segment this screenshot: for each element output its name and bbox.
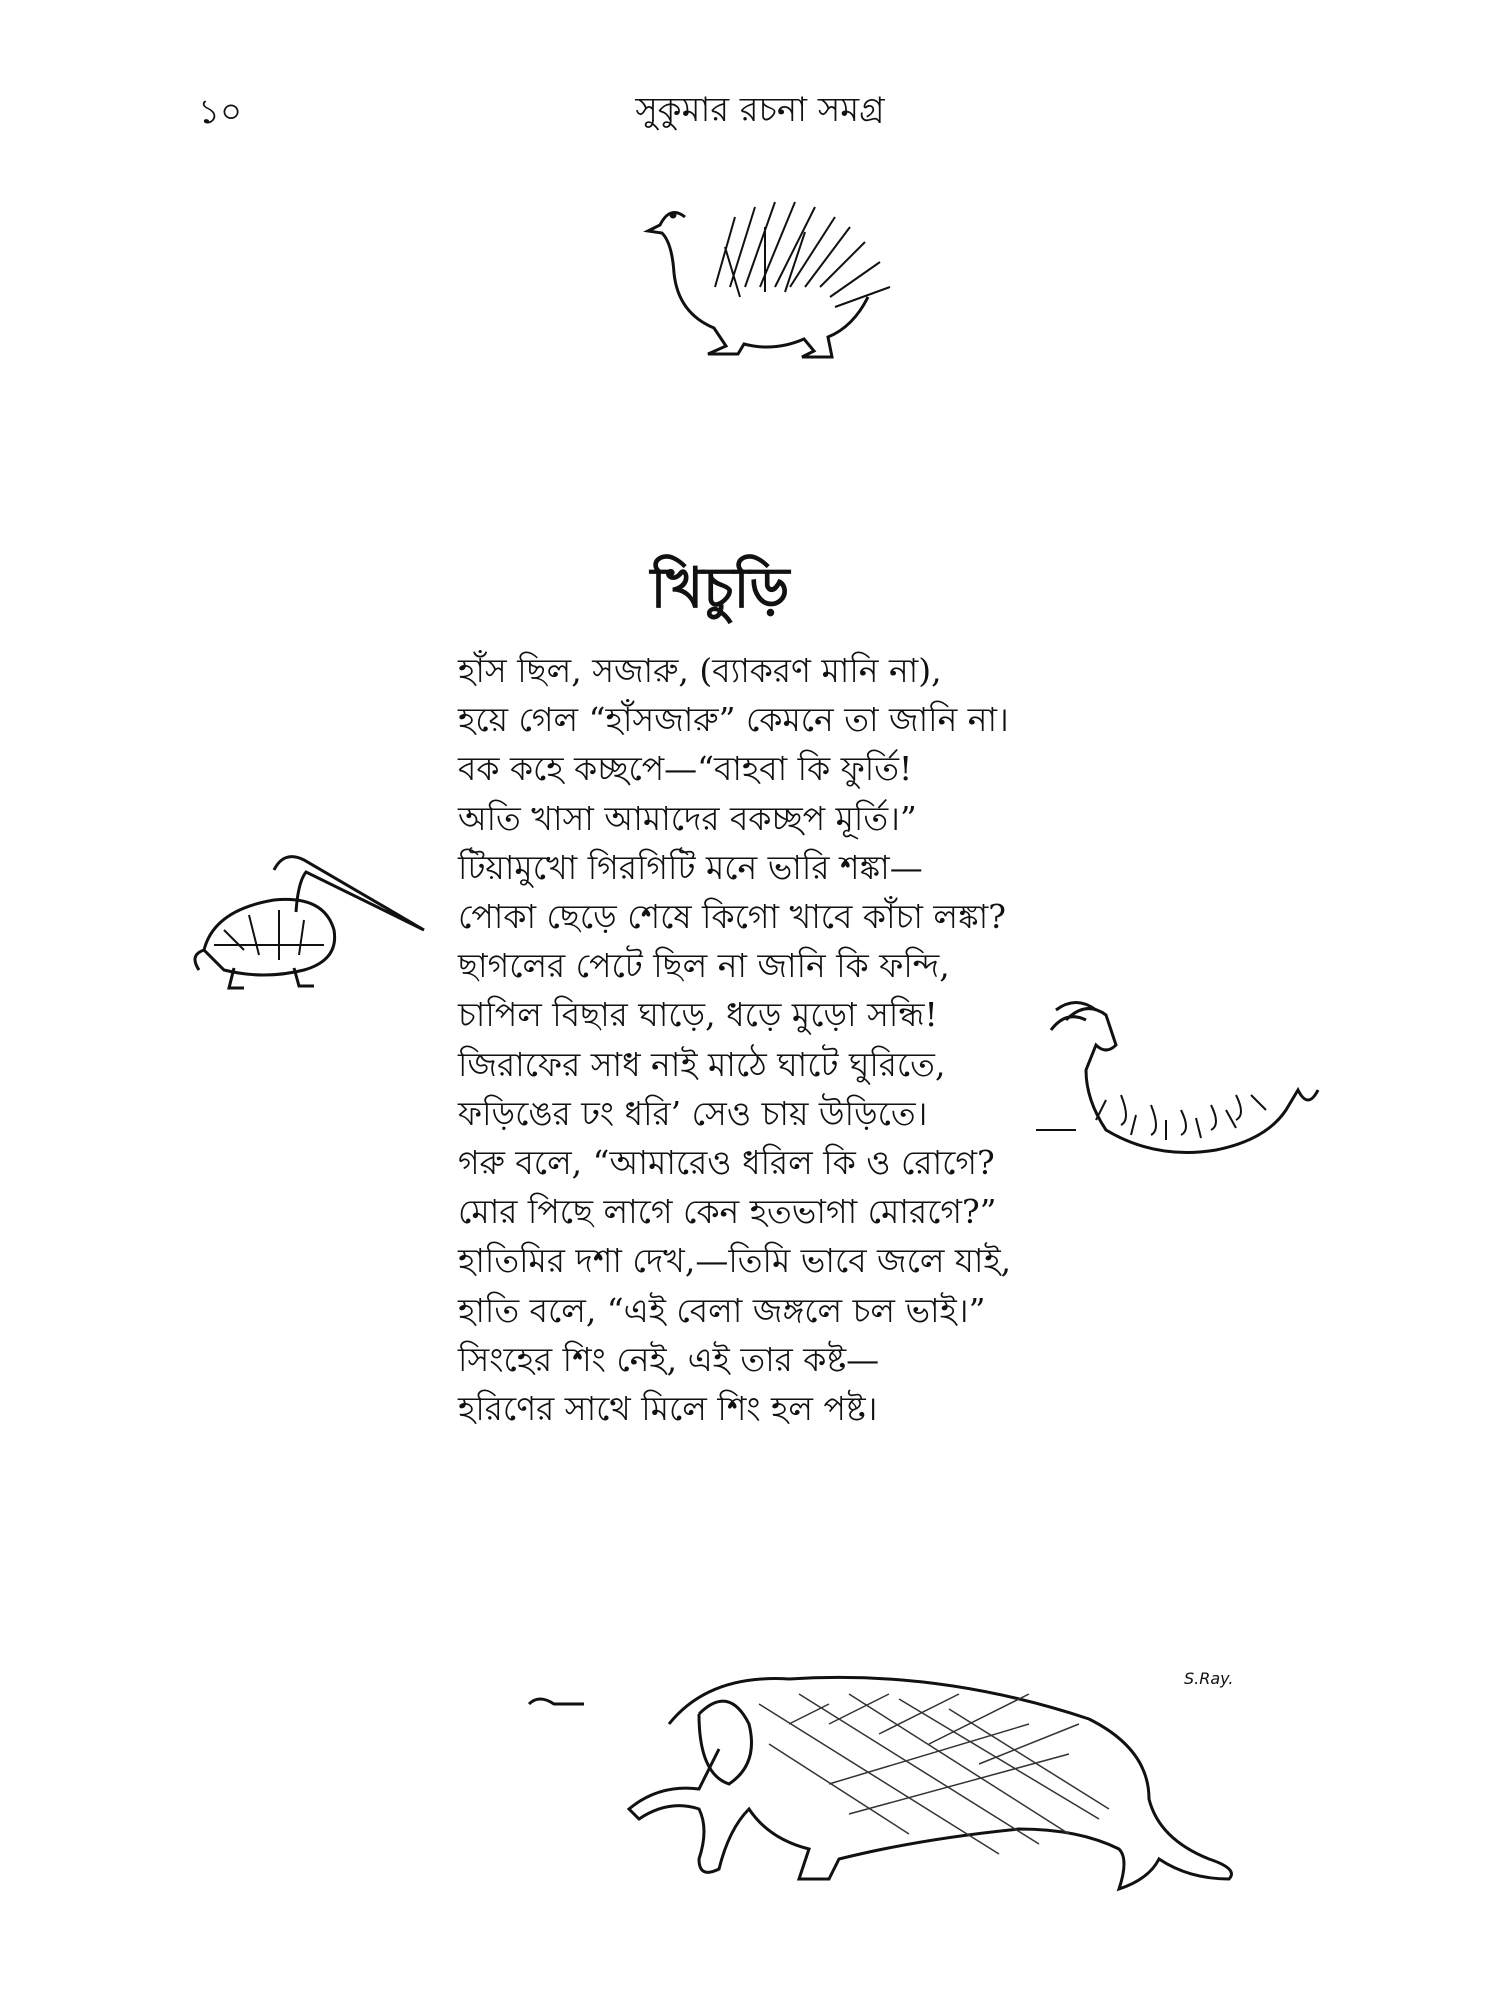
poem-line: পোকা ছেড়ে শেষে কিগো খাবে কাঁচা লঙ্কা? xyxy=(458,897,1006,937)
artist-signature: S.Ray. xyxy=(1184,1669,1234,1688)
poem-line: গরু বলে, “আমারেও ধরিল কি ও রোগে? xyxy=(458,1143,995,1183)
poem-line: ফড়িঙের ঢং ধরি’ সেও চায় উড়িতে। xyxy=(458,1093,928,1133)
poem-line: টিয়ামুখো গিরগিটি মনে ভারি শঙ্কা— xyxy=(458,847,923,887)
heron-turtle-illustration xyxy=(194,840,434,1010)
goat-centipede-illustration xyxy=(1026,1000,1321,1170)
poem-line: বক কহে কচ্ছপে—“বাহবা কি ফুর্তি! xyxy=(458,749,913,789)
page-number: ১০ xyxy=(198,92,243,132)
poem-line: মোর পিছে লাগে কেন হতভাগা মোরগে?” xyxy=(458,1192,997,1232)
poem-line: হরিণের সাথে মিলে শিং হল পষ্ট। xyxy=(458,1389,878,1429)
poem-body xyxy=(458,646,1011,1433)
poem-line: হাঁস ছিল, সজারু, (ব্যাকরণ মানি না), xyxy=(458,651,942,690)
poem-line: জিরাফের সাধ নাই মাঠে ঘাটে ঘুরিতে, xyxy=(458,1044,946,1084)
duck-porcupine-illustration xyxy=(645,187,905,362)
poem-line: চাপিল বিছার ঘাড়ে, ধড়ে মুড়ো সন্ধি! xyxy=(458,995,938,1035)
poem-line: হয়ে গেল “হাঁসজারু” কেমনে তা জানি না। xyxy=(458,700,1009,740)
poem-title: খিচুড়ি xyxy=(650,555,790,621)
poem-line: ছাগলের পেটে ছিল না জানি কি ফন্দি, xyxy=(458,946,950,986)
poem-line: হাতিমির দশা দেখ,—তিমি ভাবে জলে যাই, xyxy=(458,1241,1012,1281)
poem-line: অতি খাসা আমাদের বকচ্ছপ মূর্তি।” xyxy=(458,798,917,838)
running-title: সুকুমার রচনা সমগ্র xyxy=(635,90,885,130)
elephant-whale-illustration xyxy=(529,1664,1239,1894)
poem-line: হাতি বলে, “এই বেলা জঙ্গলে চল ভাই।” xyxy=(458,1290,986,1330)
poem-line: সিংহের শিং নেই, এই তার কষ্ট— xyxy=(458,1339,880,1379)
